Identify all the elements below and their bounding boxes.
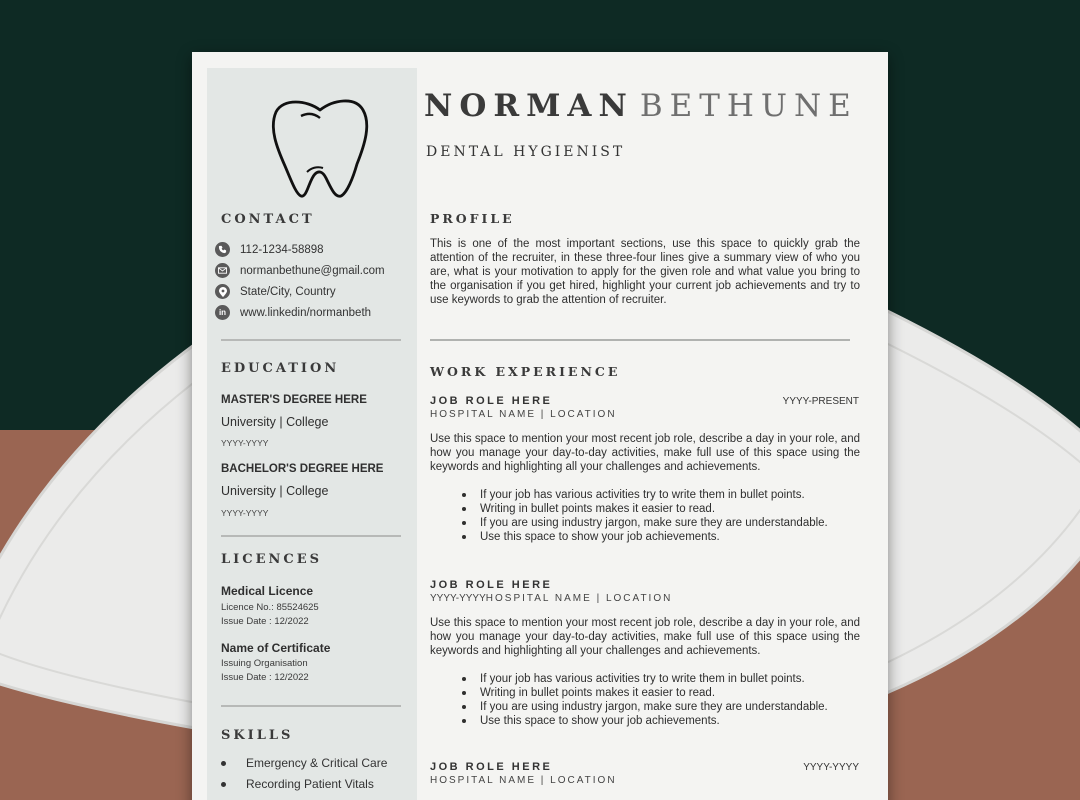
job-role-title: JOB ROLE HERE <box>430 579 553 591</box>
job-role-title: JOB ROLE HERE <box>430 395 553 407</box>
job-date: YYYY-PRESENT <box>782 396 859 407</box>
education-date: YYYY-YYYY <box>221 438 269 448</box>
job-description: Use this space to mention your most recent job role, describe a day in your role, and how you manage your day-to-day activities, make full use of this space using the keywords and highlighting all your challenges and achievements. <box>430 433 860 473</box>
first-name: NORMAN <box>424 88 634 124</box>
job-bullet: If your job has various activities try to write them in bullet points. <box>462 672 828 686</box>
job-bullet: If you are using industry jargon, make sure they are understandable. <box>462 516 828 530</box>
job-bullet-list <box>462 488 828 544</box>
email-icon <box>215 263 230 278</box>
job-bullet: If your job has various activities try to write them in bullet points. <box>462 488 828 502</box>
education-institution: University | College <box>221 484 329 498</box>
tooth-logo-icon <box>271 98 369 200</box>
education-institution: University | College <box>221 415 329 429</box>
job-employer: HOSPITAL NAME | LOCATION <box>430 409 617 420</box>
work-experience-heading: WORK EXPERIENCE <box>430 364 621 379</box>
last-name: BETHUNE <box>639 88 858 124</box>
bullet-icon <box>221 761 226 766</box>
certificate-issue-date: Issue Date : 12/2022 <box>221 672 309 683</box>
certificate-title: Name of Certificate <box>221 641 331 655</box>
profile-text: This is one of the most important sections, use this space to quickly grab the attention of the recruiter, in these three-four lines give a summary view of who you are, what is your motivation to apply for the given role and what value you bring to the organisation if you get hired, highlight your current job achievements and try to use keywords to grab the attention of recruiter. <box>430 238 860 306</box>
profile-heading: PROFILE <box>430 211 515 226</box>
section-divider <box>430 339 850 341</box>
education-degree: BACHELOR'S DEGREE HERE <box>221 463 384 475</box>
contact-phone <box>215 242 324 257</box>
contact-heading: CONTACT <box>221 212 315 227</box>
education-date: YYYY-YYYY <box>221 508 269 518</box>
skill-item: Recording Patient Vitals <box>221 777 374 791</box>
skill-item: Emergency & Critical Care <box>221 756 387 770</box>
licences-heading: LICENCES <box>221 552 323 567</box>
phone-text: 112-1234-58898 <box>240 243 324 256</box>
job-date: YYYY-YYYY <box>430 593 486 604</box>
bullet-icon <box>221 782 226 787</box>
location-pin-icon <box>215 284 230 299</box>
contact-location <box>215 284 336 299</box>
job-bullet: If you are using industry jargon, make sure they are understandable. <box>462 700 828 714</box>
job-bullet: Use this space to show your job achievements. <box>462 714 828 728</box>
education-heading: EDUCATION <box>221 361 340 376</box>
contact-email[interactable] <box>215 263 385 278</box>
linkedin-icon: in <box>215 305 230 320</box>
job-role-title: JOB ROLE HERE <box>430 761 553 773</box>
email-text: normanbethune@gmail.com <box>240 264 385 277</box>
job-bullet: Writing in bullet points makes it easier to read. <box>462 502 828 516</box>
contact-linkedin[interactable] <box>215 305 371 320</box>
job-employer <box>430 593 672 604</box>
job-employer-name: HOSPITAL NAME | LOCATION <box>485 593 673 604</box>
sidebar-divider <box>221 535 401 537</box>
skills-heading: SKILLS <box>221 728 294 743</box>
education-degree: MASTER'S DEGREE HERE <box>221 394 367 406</box>
phone-icon <box>215 242 230 257</box>
job-description: Use this space to mention your most recent job role, describe a day in your role, and how you manage your day-to-day activities, make full use of this space using the keywords and highlighting all your challenges and achievements. <box>430 617 860 657</box>
sidebar-divider <box>221 705 401 707</box>
licence-title: Medical Licence <box>221 584 314 598</box>
job-date: YYYY-YYYY <box>803 762 859 773</box>
job-employer: HOSPITAL NAME | LOCATION <box>430 775 617 786</box>
resume-sheet <box>192 52 888 800</box>
job-bullet-list <box>462 672 828 728</box>
certificate-organisation: Issuing Organisation <box>221 658 308 669</box>
job-bullet: Use this space to show your job achievements. <box>462 530 828 544</box>
job-bullet: Writing in bullet points makes it easier to read. <box>462 686 828 700</box>
sidebar-divider <box>221 339 401 341</box>
candidate-name <box>424 88 858 124</box>
licence-number: Licence No.: 85524625 <box>221 602 319 613</box>
licence-issue-date: Issue Date : 12/2022 <box>221 616 309 627</box>
resume-sidebar <box>207 68 417 800</box>
job-title-header: DENTAL HYGIENIST <box>426 144 626 160</box>
linkedin-text: www.linkedin/normanbeth <box>240 306 372 319</box>
location-text: State/City, Country <box>240 285 336 298</box>
